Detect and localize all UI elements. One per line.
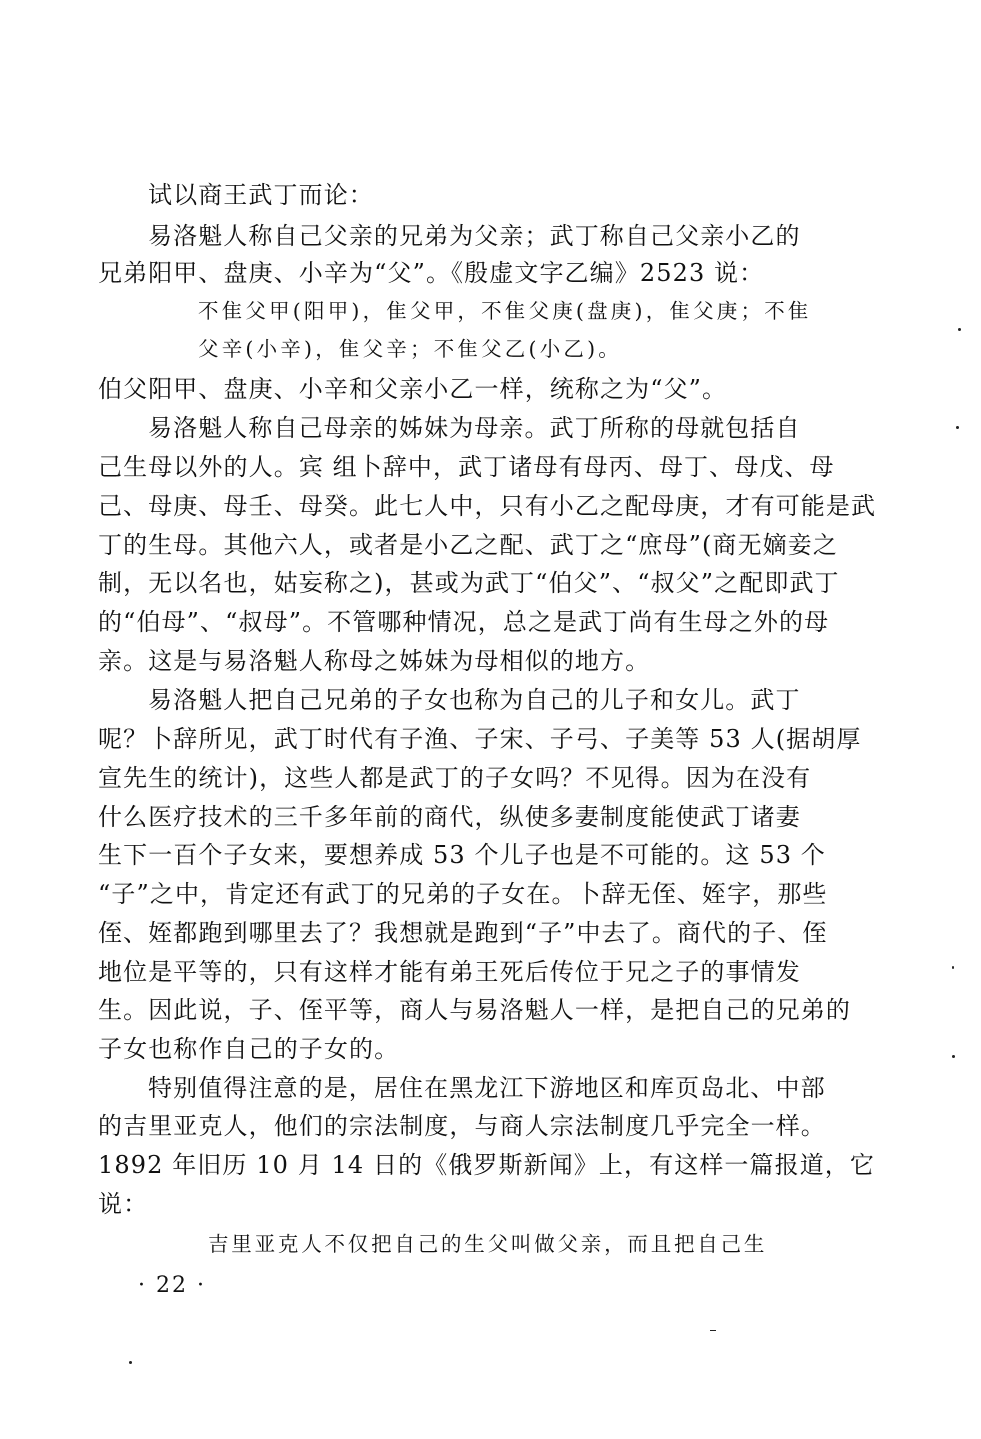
scan-speck <box>956 426 959 429</box>
text-line: 什么医疗技术的三千多年前的商代，纵使多妻制度能使武丁诸妻 <box>98 803 801 831</box>
quote-line: 不隹父甲(阳甲)，隹父甲，不隹父庚(盘庚)，隹父庚；不隹 <box>198 299 812 323</box>
scan-speck <box>710 1330 716 1331</box>
text-line: 生。因此说，子、侄平等，商人与易洛魁人一样，是把自己的兄弟的 <box>98 996 851 1024</box>
page-number: · 22 · <box>138 1273 206 1298</box>
text-line: 试以商王武丁而论： <box>148 181 374 209</box>
scan-speck <box>952 966 954 969</box>
text-line: 己、母庚、母壬、母癸。此七人中，只有小乙之配母庚，才有可能是武 <box>98 492 877 520</box>
scan-speck <box>129 1361 132 1364</box>
text-line: “子”之中，肯定还有武丁的兄弟的子女在。卜辞无侄、姪字，那些 <box>98 880 828 908</box>
text-line: 易洛魁人把自己兄弟的子女也称为自己的儿子和女儿。武丁 <box>148 686 801 714</box>
text-line: 子女也称作自己的子女的。 <box>98 1035 400 1063</box>
text-line: 地位是平等的，只有这样才能有弟王死后传位于兄之子的事情发 <box>98 958 801 986</box>
text-line: 的“伯母”、“叔母”。不管哪种情况，总之是武丁尚有生母之外的母 <box>98 608 830 636</box>
text-line: 说： <box>98 1190 149 1218</box>
text-line: 宣先生的统计)，这些人都是武丁的子女吗？不见得。因为在没有 <box>98 764 812 792</box>
text-line: 易洛魁人称自己母亲的姊妹为母亲。武丁所称的母就包括自 <box>148 414 801 442</box>
scan-speck <box>958 328 961 331</box>
scan-speck <box>952 1055 955 1058</box>
text-line: 己生母以外的人。宾 组卜辞中，武丁诸母有母丙、母丁、母戊、母 <box>98 453 835 481</box>
text-line: 制，无以名也，姑妄称之)，甚或为武丁“伯父”、“叔父”之配即武丁 <box>98 569 840 597</box>
text-line: 丁的生母。其他六人，或者是小乙之配、武丁之“庶母”(商无嫡妾之 <box>98 531 838 559</box>
quote-line: 吉里亚克人不仅把自己的生父叫做父亲，而且把自己生 <box>208 1232 768 1256</box>
text-line: 生下一百个子女来，要想养成 53 个儿子也是不可能的。这 53 个 <box>98 841 826 869</box>
text-line: 伯父阳甲、盘庚、小辛和父亲小乙一样，统称之为“父”。 <box>98 375 728 403</box>
text-line: 亲。这是与易洛魁人称母之姊妹为母相似的地方。 <box>98 647 651 675</box>
text-line: 兄弟阳甲、盘庚、小辛为“父”。《殷虚文字乙编》2523 说： <box>98 259 765 287</box>
text-line: 易洛魁人称自己父亲的兄弟为父亲；武丁称自己父亲小乙的 <box>148 222 801 250</box>
quote-line: 父辛(小辛)，隹父辛；不隹父乙(小乙)。 <box>198 337 622 361</box>
text-line: 呢？卜辞所见，武丁时代有子渔、子宋、子弓、子美等 53 人(据胡厚 <box>98 725 862 753</box>
text-line: 的吉里亚克人，他们的宗法制度，与商人宗法制度几乎完全一样。 <box>98 1112 826 1140</box>
text-line: 侄、姪都跑到哪里去了？我想就是跑到“子”中去了。商代的子、侄 <box>98 919 828 947</box>
text-line: 特别值得注意的是，居住在黑龙江下游地区和库页岛北、中部 <box>148 1074 826 1102</box>
text-line: 1892 年旧历 10 月 14 日的《俄罗斯新闻》上，有这样一篇报道，它 <box>98 1151 875 1179</box>
